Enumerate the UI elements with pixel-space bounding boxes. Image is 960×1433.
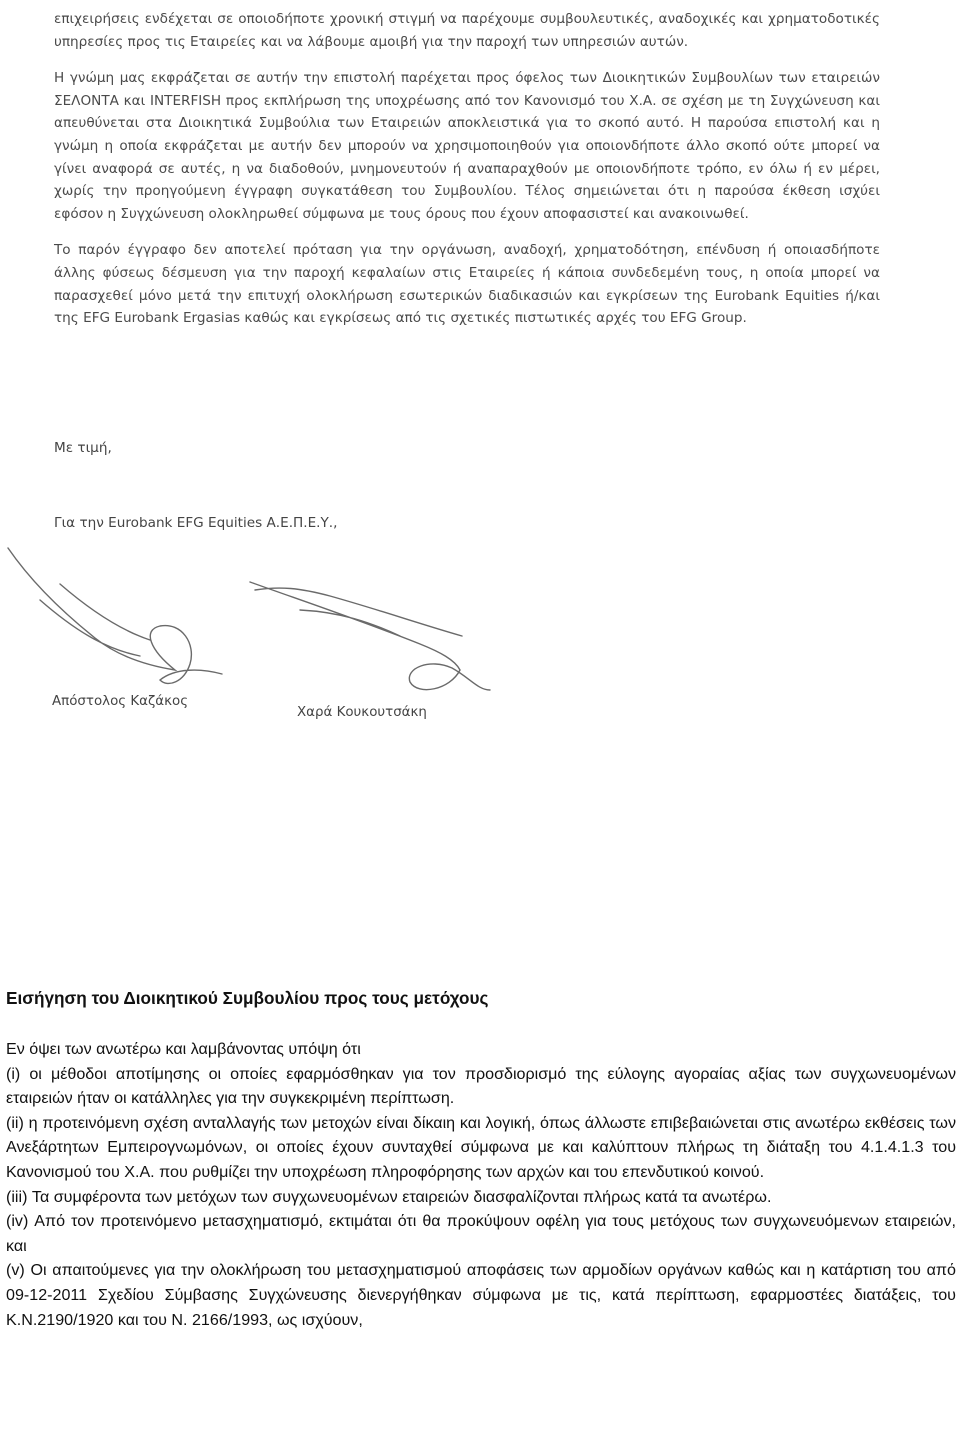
letter-paragraph-advisory: επιχειρήσεις ενδέχεται σε οποιοδήποτε χρονική στιγμή να παρέχουμε συμβουλευτικές, αναδοχικές και χρηματοδοτικές υπηρεσίες προς τις Εταιρείες και να λάβουμε αμοιβή για την παροχή των υπηρεσιών αυτών. [54, 11, 880, 50]
scanned-letter-body [54, 8, 880, 344]
board-recommendation-section [6, 988, 956, 1332]
recommendation-item-iii: (iii) Τα συμφέροντα των μετόχων των συγχωνευομένων εταιρειών διασφαλίζονται πλήρως κατά τα ανωτέρω. [6, 1187, 772, 1206]
recommendation-item-iv: (iv) Από τον προτεινόμενο μετασχηματισμό, εκτιμάται ότι θα προκύψουν οφέλη για τους μετόχους των συγχωνευόμενων εταιρειών, και [6, 1212, 956, 1255]
recommendation-body [6, 1037, 956, 1332]
signatory-1-name: Απόστολος Καζάκος [52, 694, 189, 709]
recommendation-heading: Εισήγηση του Διοικητικού Συμβουλίου προς τους μετόχους [6, 988, 489, 1008]
letter-paragraph-opinion-scope: Η γνώμη μας εκφράζεται σε αυτήν την επιστολή παρέχεται προς όφελος των Διοικητικών Συμβουλίων των εταιρειών ΣΕΛΟΝΤΑ και INTERFISH προς εκπλήρωση της υποχρέωσης από τον Κανονισμό του Χ.Α. σε σχέση με τη Συγχώνευση και απευθύνεται στα Διοικητικά Συμβούλια των Εταιρειών αποκλειστικά για το σκοπό αυτό. Η παρούσα επιστολή και η γνώμη η οποία εκφράζεται με αυτήν δεν μπορούν να χρησιμοποιηθούν για οποιονδήποτε άλλο σκοπό ούτε μπορεί να γίνει αναφορά σε αυτές, η να διαδοθούν, μνημονευτούν ή αναπαραχθούν με οποιονδήποτε τρόπο, εν όλω ή εν μέρει, χωρίς την προηγούμενη έγγραφη συγκατάθεση του Συμβουλίου. Τέλος σημειώνεται ότι η παρούσα έκθεση ισχύει εφόσον η Συγχώνευση ολοκληρωθεί σύμφωνα με τους όρους που έχουν αποφασιστεί και ανακοινωθεί. [54, 70, 880, 222]
signature-1-stroke [8, 548, 222, 683]
recommendation-item-v: (v) Οι απαιτούμενες για την ολοκλήρωση του μετασχηματισμού αποφάσεις των αρμοδίων οργάνων καθώς και η κατάρτιση του από 09-12-2011 Σχεδίου Σύμβασης Συγχώνευσης διενεργήθηκαν σύμφωνα με τις, κατά περίπτωση, εφαρμοστέες διατάξεις, του Κ.Ν.2190/1920 και του Ν. 2166/1993, ως ισχύουν, [6, 1261, 956, 1329]
letter-paragraph-not-an-offer: Το παρόν έγγραφο δεν αποτελεί πρόταση για την οργάνωση, αναδοχή, χρηματοδότηση, επένδυση ή οποιασδήποτε άλλης φύσεως δέσμευση για την παροχή κεφαλαίων στις Εταιρείες ή κάποια συνδεδεμένη τους, η οποία μπορεί να παρασχεθεί μόνο μετά την επιτυχή ολοκλήρωση εσωτερικών διαδικασιών και εγκρίσεων της Eurobank Equities ή/και της EFG Eurobank Ergasias καθώς και εγκρίσεως από τις σχετικές πιστωτικές αρχές του EFG Group. [54, 242, 880, 327]
letter-greeting: Με τιμή, [54, 440, 112, 456]
recommendation-intro: Εν όψει των ανωτέρω και λαμβάνοντας υπόψη ότι [6, 1040, 361, 1058]
letter-on-behalf-of: Για την Eurobank EFG Equities Α.Ε.Π.Ε.Υ., [54, 515, 338, 531]
recommendation-item-i: (i) οι μέθοδοι αποτίμησης οι οποίες εφαρμόσθηκαν για τον προσδιορισμό της εύλογης αγοραίας αξίας των συγχωνευομένων εταιρειών ήταν οι κατάλληλες για την συγκεκριμένη περίπτωση. [6, 1064, 956, 1108]
recommendation-item-ii: (ii) η προτεινόμενη σχέση ανταλλαγής των μετοχών είναι δίκαιη και λογική, όπως άλλωστε επιβεβαιώνεται στις ανωτέρω εκθέσεις των Ανεξάρτητων Εμπειρογνωμόνων, οι οποίες έχουν συνταχθεί σύμφωνα με και καλύπτουν πλήρως τη διάταξη του 4.1.4.1.3 του Κανονισμού του Χ.Α. που ρυθμίζει την υποχρέωση πληροφόρησης των αρχών και του επενδυτικού κοινού. [6, 1113, 956, 1181]
signature-2-stroke [250, 582, 490, 690]
signatory-2-name: Χαρά Κουκουτσάκη [297, 705, 427, 720]
